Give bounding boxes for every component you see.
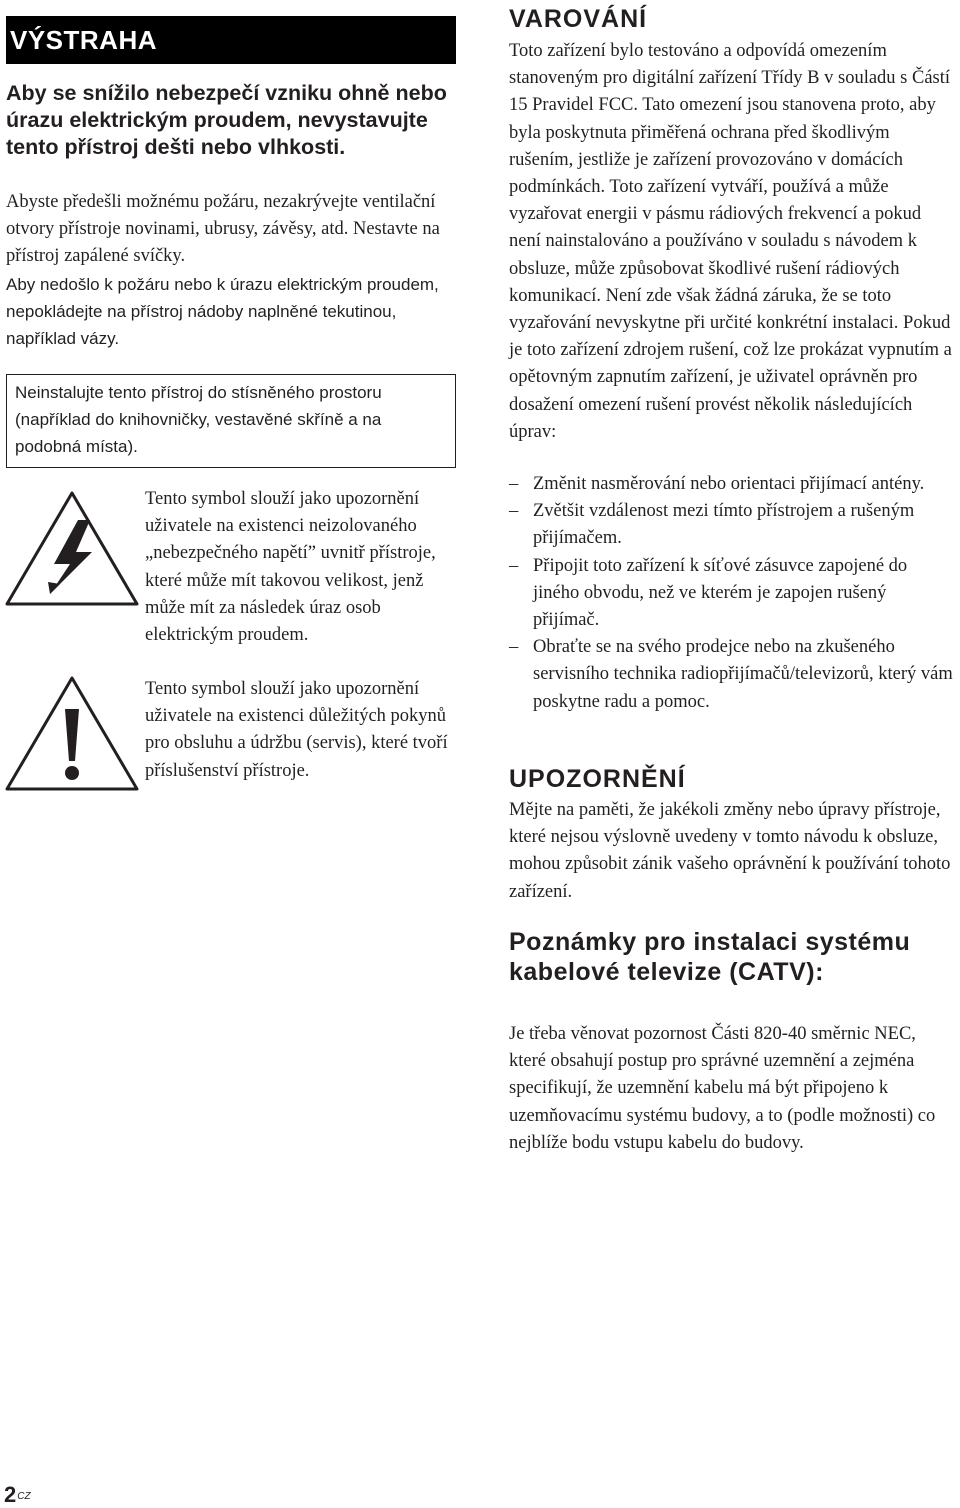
exclamation-warning-icon: [4, 675, 140, 798]
remedy-list: [509, 471, 955, 716]
fcc-paragraph: Toto zařízení bylo testováno a odpovídá omezením stanoveným pro digitální zařízení Třídy B v souladu s Částí 15 Pravidel FCC. Tato omezení jsou stanovena proto, aby byla poskytnuta přiměřená ochrana před škodlivým rušením, jestliže je zařízení provozováno v domácích podmínkách. Toto zařízení vytváří, používá a může vyzařovat energii v pásmu rádiových frekvencí a pokud není nainstalováno a používáno v souladu s návodem k obsluze, může způsobovat škodlivé rušení rádiových komunikací. Není zde však žádná záruka, že se toto vyzařování nevyskytne při určité konkrétní instalaci. Pokud je toto zařízení zdrojem rušení, což lze prokázat vypnutím a opětovným zapnutím zařízení, je uživatel oprávněn pro dosažení omezení rušení provést několik následujících úprav:: [509, 41, 952, 442]
exclamation-symbol-description: Tento symbol slouží jako upozornění uživatele na existenci důležitých pokynů pro obsluhu a údržbu (servis), které tvoří příslušenství přístroje.: [145, 679, 448, 781]
catv-heading: Poznámky pro instalaci systému kabelové televize (CATV):: [509, 928, 911, 986]
lightning-symbol-description: Tento symbol slouží jako upozornění uživatele na existenci neizolovaného „nebezpečného napětí” uvnitř přístroje, které může mít takovou velikost, jenž může mít za následek úraz osob elektrickým proudem.: [145, 489, 436, 646]
liquid-paragraph: Aby nedošlo k požáru nebo k úrazu elektrickým proudem, nepokládejte na přístroj nádoby naplněné tekutinou, například vázy.: [6, 275, 439, 349]
modification-paragraph: Mějte na paměti, že jakékoli změny nebo úpravy přístroje, které nejsou výslovně uvedeny v tomto návodu k obsluze, mohou způsobit zánik vašeho oprávnění k používání tohoto zařízení.: [509, 800, 951, 902]
list-item: – Obraťte se na svého prodejce nebo na zkušeného servisního technika radiopřijímačů/televizorů, který vám poskytne radu a pomoc.: [509, 637, 953, 712]
lead-warning: Aby se snížilo nebezpečí vzniku ohně nebo úrazu elektrickým proudem, nevystavujte tento přístroj dešti nebo vlhkosti.: [6, 81, 447, 159]
warning-banner: VÝSTRAHA: [6, 16, 456, 64]
list-item: – Zvětšit vzdálenost mezi tímto přístrojem a rušeným přijímačem.: [509, 501, 915, 549]
page-suffix: CZ: [17, 1491, 31, 1502]
catv-paragraph: Je třeba věnovat pozornost Části 820-40 směrnic NEC, které obsahují postup pro správné uzemnění a zejména specifikují, že uzemnění kabelu má být připojeno k uzemňovacímu systému budovy, a to (podle možnosti) co nejblíže bodu vstupu kabelu do budovy.: [509, 1024, 936, 1153]
lightning-warning-icon: [4, 490, 140, 613]
list-item: – Připojit toto zařízení k síťové zásuvce zapojené do jiného obvodu, než ve kterém je zapojen rušený přijímač.: [509, 555, 908, 631]
installation-notice-box: Neinstalujte tento přístroj do stísněného prostoru (například do knihovničky, vestavěné skříně a na podobná místa).: [6, 374, 456, 468]
upozorneni-heading: UPOZORNĚNÍ: [509, 765, 686, 793]
varovani-heading: VAROVÁNÍ: [509, 5, 648, 33]
ventilation-paragraph: Abyste předešli možnému požáru, nezakrývejte ventilační otvory přístroje novinami, ubrusy, závěsy, atd. Nestavte na přístroj zapálené svíčky.: [6, 192, 440, 267]
page-number: $2^{CZ}$: [4, 1482, 31, 1507]
list-item: – Změnit nasměrování nebo orientaci přijímací antény.: [509, 474, 925, 494]
